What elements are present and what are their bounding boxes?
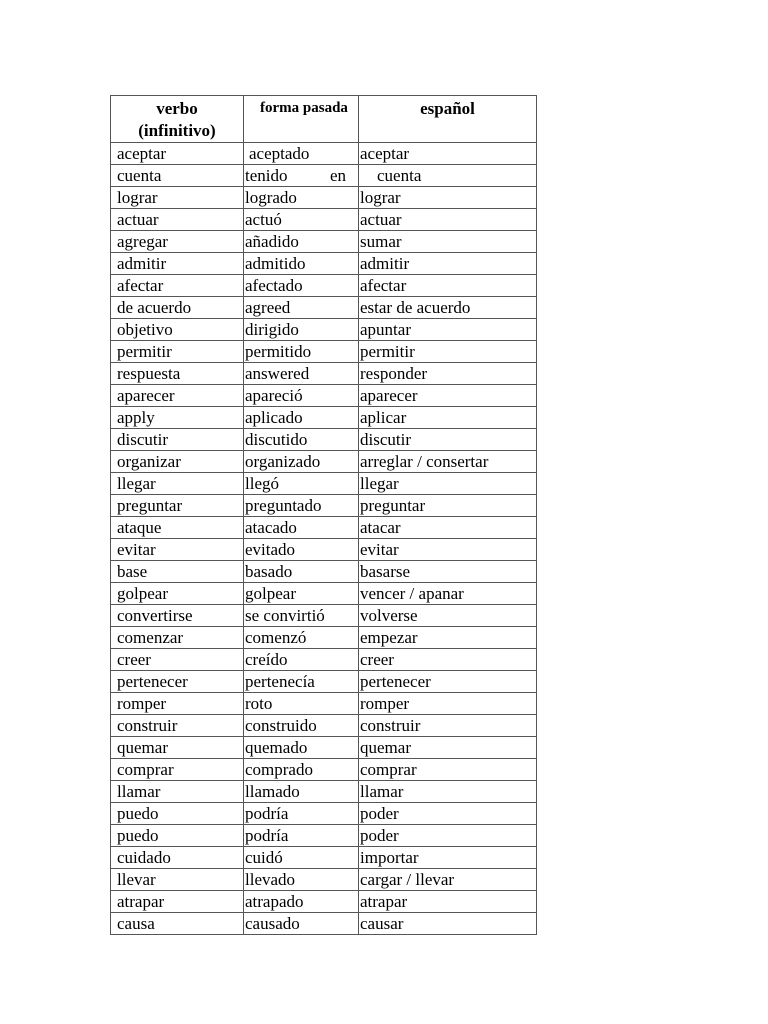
cell-past-form: preguntado — [244, 495, 359, 517]
cell-past-form: evitado — [244, 539, 359, 561]
header-infinitive-line1: verbo — [156, 99, 198, 118]
cell-spanish: creer — [359, 649, 537, 671]
cell-past-form: aceptado — [244, 143, 359, 165]
cell-past-form: admitido — [244, 253, 359, 275]
cell-infinitive: organizar — [111, 451, 244, 473]
cell-spanish: afectar — [359, 275, 537, 297]
cell-spanish: aplicar — [359, 407, 537, 429]
cell-spanish: llegar — [359, 473, 537, 495]
cell-infinitive: preguntar — [111, 495, 244, 517]
cell-past-form: podría — [244, 803, 359, 825]
table-row — [111, 319, 537, 341]
table-row — [111, 275, 537, 297]
past-form-split — [245, 165, 358, 186]
header-spanish: español — [359, 96, 537, 143]
cell-spanish: pertenecer — [359, 671, 537, 693]
header-infinitive — [111, 96, 244, 143]
cell-infinitive: agregar — [111, 231, 244, 253]
cell-spanish: importar — [359, 847, 537, 869]
table-row — [111, 231, 537, 253]
cell-past-form: roto — [244, 693, 359, 715]
cell-past-form: se convirtió — [244, 605, 359, 627]
table-row — [111, 539, 537, 561]
cell-infinitive: de acuerdo — [111, 297, 244, 319]
cell-infinitive: llevar — [111, 869, 244, 891]
cell-infinitive: puedo — [111, 825, 244, 847]
verb-table — [110, 95, 537, 935]
cell-past-form: atrapado — [244, 891, 359, 913]
cell-spanish: aparecer — [359, 385, 537, 407]
cell-infinitive: pertenecer — [111, 671, 244, 693]
table-row — [111, 385, 537, 407]
cell-past-form — [244, 165, 359, 187]
cell-past-form: creído — [244, 649, 359, 671]
cell-infinitive: base — [111, 561, 244, 583]
cell-infinitive: afectar — [111, 275, 244, 297]
cell-spanish: preguntar — [359, 495, 537, 517]
cell-infinitive: llegar — [111, 473, 244, 495]
cell-infinitive: aceptar — [111, 143, 244, 165]
cell-past-form: golpear — [244, 583, 359, 605]
table-row — [111, 517, 537, 539]
cell-past-form: llevado — [244, 869, 359, 891]
table-row — [111, 429, 537, 451]
cell-past-form: agreed — [244, 297, 359, 319]
table-row — [111, 847, 537, 869]
cell-spanish: sumar — [359, 231, 537, 253]
cell-past-form: afectado — [244, 275, 359, 297]
cell-spanish: responder — [359, 363, 537, 385]
cell-spanish: permitir — [359, 341, 537, 363]
header-row — [111, 96, 537, 143]
table-row — [111, 737, 537, 759]
table-row — [111, 407, 537, 429]
cell-past-form: añadido — [244, 231, 359, 253]
table-row — [111, 693, 537, 715]
cell-infinitive: convertirse — [111, 605, 244, 627]
cell-infinitive: llamar — [111, 781, 244, 803]
table-row — [111, 627, 537, 649]
cell-spanish: causar — [359, 913, 537, 935]
cell-spanish: evitar — [359, 539, 537, 561]
cell-spanish: atrapar — [359, 891, 537, 913]
cell-infinitive: respuesta — [111, 363, 244, 385]
cell-spanish: vencer / apanar — [359, 583, 537, 605]
cell-infinitive: cuenta — [111, 165, 244, 187]
cell-past-form: llegó — [244, 473, 359, 495]
cell-infinitive: actuar — [111, 209, 244, 231]
cell-past-form: comprado — [244, 759, 359, 781]
cell-spanish: romper — [359, 693, 537, 715]
cell-infinitive: golpear — [111, 583, 244, 605]
cell-spanish: cargar / llevar — [359, 869, 537, 891]
cell-past-form: comenzó — [244, 627, 359, 649]
table-row — [111, 803, 537, 825]
cell-spanish: atacar — [359, 517, 537, 539]
cell-infinitive: aparecer — [111, 385, 244, 407]
cell-spanish: lograr — [359, 187, 537, 209]
cell-spanish: empezar — [359, 627, 537, 649]
table-row — [111, 913, 537, 935]
cell-infinitive: comprar — [111, 759, 244, 781]
table-row — [111, 583, 537, 605]
cell-spanish: arreglar / consertar — [359, 451, 537, 473]
past-form-part-b: en — [329, 166, 346, 185]
table-row — [111, 209, 537, 231]
cell-spanish: discutir — [359, 429, 537, 451]
cell-past-form: basado — [244, 561, 359, 583]
cell-spanish: comprar — [359, 759, 537, 781]
cell-past-form: llamado — [244, 781, 359, 803]
past-form-part-a: tenido — [245, 166, 288, 185]
table-row — [111, 825, 537, 847]
cell-spanish: poder — [359, 825, 537, 847]
table-row — [111, 781, 537, 803]
cell-infinitive: puedo — [111, 803, 244, 825]
cell-infinitive: evitar — [111, 539, 244, 561]
table-row — [111, 451, 537, 473]
cell-past-form: actuó — [244, 209, 359, 231]
cell-infinitive: objetivo — [111, 319, 244, 341]
table-row — [111, 649, 537, 671]
cell-spanish: llamar — [359, 781, 537, 803]
cell-spanish: apuntar — [359, 319, 537, 341]
cell-past-form: atacado — [244, 517, 359, 539]
cell-infinitive: apply — [111, 407, 244, 429]
cell-spanish: poder — [359, 803, 537, 825]
cell-past-form: podría — [244, 825, 359, 847]
table-row — [111, 143, 537, 165]
cell-spanish: construir — [359, 715, 537, 737]
cell-infinitive: romper — [111, 693, 244, 715]
table-row — [111, 297, 537, 319]
header-past-form: forma pasada — [244, 96, 359, 143]
table-row — [111, 363, 537, 385]
table-row — [111, 187, 537, 209]
cell-infinitive: creer — [111, 649, 244, 671]
cell-infinitive: causa — [111, 913, 244, 935]
table-row — [111, 165, 537, 187]
cell-past-form: discutido — [244, 429, 359, 451]
cell-spanish: admitir — [359, 253, 537, 275]
cell-spanish: actuar — [359, 209, 537, 231]
table-row — [111, 759, 537, 781]
cell-spanish: quemar — [359, 737, 537, 759]
cell-spanish: basarse — [359, 561, 537, 583]
table-header — [111, 96, 537, 143]
table-row — [111, 495, 537, 517]
table-row — [111, 473, 537, 495]
table-row — [111, 605, 537, 627]
cell-past-form: dirigido — [244, 319, 359, 341]
table-row — [111, 561, 537, 583]
cell-infinitive: cuidado — [111, 847, 244, 869]
cell-infinitive: atrapar — [111, 891, 244, 913]
cell-past-form: answered — [244, 363, 359, 385]
cell-infinitive: construir — [111, 715, 244, 737]
cell-spanish: estar de acuerdo — [359, 297, 537, 319]
cell-past-form: cuidó — [244, 847, 359, 869]
cell-past-form: construido — [244, 715, 359, 737]
table-row — [111, 715, 537, 737]
table-row — [111, 891, 537, 913]
cell-infinitive: ataque — [111, 517, 244, 539]
cell-infinitive: discutir — [111, 429, 244, 451]
cell-past-form: permitido — [244, 341, 359, 363]
cell-infinitive: admitir — [111, 253, 244, 275]
cell-infinitive: lograr — [111, 187, 244, 209]
cell-infinitive: permitir — [111, 341, 244, 363]
cell-infinitive: quemar — [111, 737, 244, 759]
cell-spanish: cuenta — [359, 165, 537, 187]
header-infinitive-line2: (infinitivo) — [138, 121, 216, 140]
table-body — [111, 143, 537, 935]
cell-past-form: apareció — [244, 385, 359, 407]
cell-spanish: aceptar — [359, 143, 537, 165]
cell-past-form: aplicado — [244, 407, 359, 429]
table-row — [111, 869, 537, 891]
cell-past-form: pertenecía — [244, 671, 359, 693]
cell-spanish: volverse — [359, 605, 537, 627]
cell-past-form: logrado — [244, 187, 359, 209]
table-row — [111, 341, 537, 363]
cell-infinitive: comenzar — [111, 627, 244, 649]
cell-past-form: causado — [244, 913, 359, 935]
cell-past-form: organizado — [244, 451, 359, 473]
table-row — [111, 253, 537, 275]
table-row — [111, 671, 537, 693]
cell-past-form: quemado — [244, 737, 359, 759]
